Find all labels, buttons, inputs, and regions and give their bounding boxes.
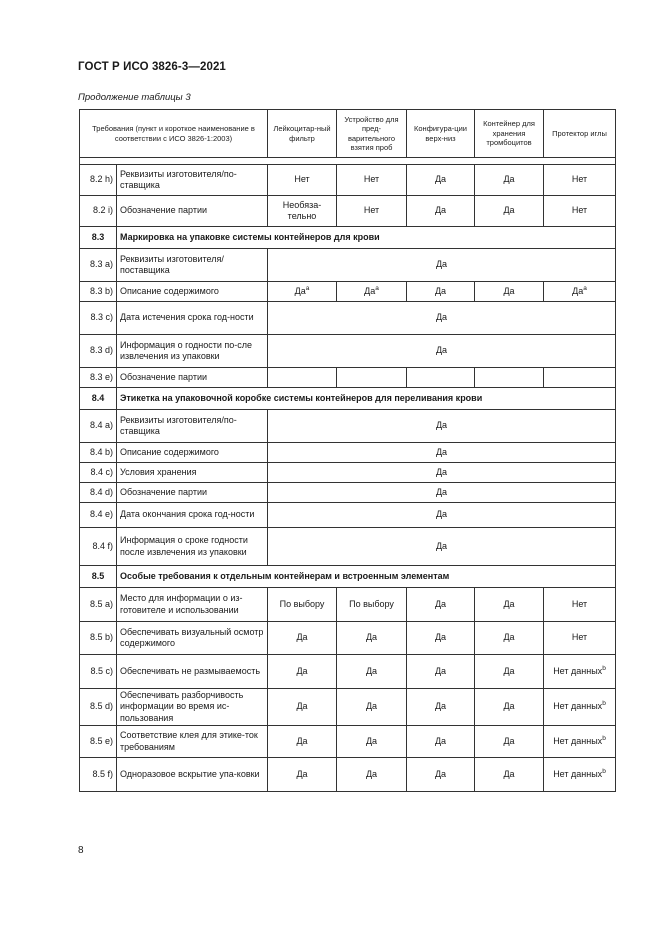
value-cell [407, 282, 475, 302]
value-cell-all-columns: Да [268, 335, 616, 368]
value-cell-all-columns: Да [268, 483, 616, 503]
value-cell [268, 282, 337, 302]
value-text: Нет [294, 174, 310, 185]
value-text: По выбору [349, 598, 394, 609]
row-number: 8.4 f) [80, 528, 117, 566]
table-row [80, 503, 616, 528]
value-text: Нет данных [553, 768, 603, 779]
row-number: 8.5 b) [80, 622, 117, 655]
value-text: Нет [571, 174, 588, 185]
row-number: 8.2 h) [80, 165, 117, 196]
col-header-platelet-container: Контейнер для хранения тромбоцитов [475, 110, 544, 158]
value-text: Да [503, 598, 515, 609]
row-number: 8.5 f) [80, 758, 117, 792]
value-cell-all-columns: Да [268, 463, 616, 483]
value-cell [337, 368, 407, 388]
requirement-cell: Описание содержимого [117, 443, 268, 463]
value-cell [544, 196, 616, 227]
value-cell [268, 588, 337, 622]
table-row [80, 302, 616, 335]
value-cell [475, 196, 544, 227]
value-text: Да [434, 598, 447, 609]
requirement-cell: Обеспечивать разборчивость информации во время ис-пользования [117, 689, 268, 726]
requirement-cell: Описание содержимого [117, 282, 268, 302]
requirement-cell: Информация о годности по-сле извлечения из упаковки [117, 335, 268, 368]
value-text: Да [296, 701, 308, 712]
table-row [80, 655, 616, 689]
requirement-cell: Обозначение партии [117, 483, 268, 503]
row-number: 8.3 e) [80, 368, 117, 388]
value-text: Нет [571, 205, 588, 216]
table-row [80, 165, 616, 196]
row-number: 8.3 d) [80, 335, 117, 368]
value-text: Да [434, 768, 447, 779]
value-cell [407, 689, 475, 726]
value-cell-all-columns: Да [268, 528, 616, 566]
row-number: 8.4 b) [80, 443, 117, 463]
requirement-cell: Обеспечивать не размываемость [117, 655, 268, 689]
row-number: 8.5 [80, 566, 117, 588]
value-text: Да [503, 701, 515, 712]
row-number: 8.3 [80, 227, 117, 249]
value-cell [268, 622, 337, 655]
section-title: Особые требования к отдельным контейнерам и встроенным элементам [117, 566, 616, 588]
value-cell [268, 196, 337, 227]
row-number: 8.5 e) [80, 726, 117, 758]
row-number: 8.4 e) [80, 503, 117, 528]
value-cell [268, 165, 337, 196]
value-cell [544, 165, 616, 196]
table-row [80, 443, 616, 463]
value-cell [337, 655, 407, 689]
row-number: 8.5 a) [80, 588, 117, 622]
value-text: Да [365, 665, 378, 676]
value-text: Нет [571, 632, 588, 643]
col-header-requirements: Требования (пункт и короткое наименование в соответствии с ИСО 3826-1:2003) [80, 110, 268, 158]
value-text: Да [296, 735, 308, 746]
value-cell [544, 758, 616, 792]
value-text: Да [572, 285, 584, 296]
value-text: Да [365, 735, 378, 746]
requirement-cell: Реквизиты изготовителя/по-ставщика [117, 410, 268, 443]
table-row [80, 528, 616, 566]
table-row [80, 689, 616, 726]
value-text: Да [365, 768, 378, 779]
requirement-cell: Обозначение партии [117, 196, 268, 227]
value-text: По выбору [279, 598, 325, 609]
value-cell [475, 655, 544, 689]
value-text: Да [503, 285, 515, 296]
value-cell-all-columns: Да [268, 249, 616, 282]
value-cell [544, 655, 616, 689]
value-cell [337, 689, 407, 726]
value-cell-all-columns: Да [268, 443, 616, 463]
value-cell [475, 368, 544, 388]
value-cell-all-columns: Да [268, 410, 616, 443]
col-header-leukocyte-filter: Лейкоцитар-ный фильтр [268, 110, 337, 158]
footnote-marker: a [305, 284, 310, 292]
value-cell [407, 655, 475, 689]
col-header-presample-device: Устройство для пред-варительного взятия проб [337, 110, 407, 158]
table-body [80, 165, 616, 792]
value-text: Да [503, 665, 515, 676]
requirement-cell: Реквизиты изготовителя/по-ставщика [117, 165, 268, 196]
value-cell [337, 726, 407, 758]
value-cell [475, 282, 544, 302]
value-text: Да [365, 701, 378, 712]
value-cell [544, 689, 616, 726]
value-cell [337, 165, 407, 196]
value-cell [337, 622, 407, 655]
value-cell [407, 165, 475, 196]
row-number: 8.4 c) [80, 463, 117, 483]
value-text: Да [503, 735, 515, 746]
value-cell [268, 689, 337, 726]
table-row [80, 726, 616, 758]
row-number: 8.3 c) [80, 302, 117, 335]
requirement-cell: Соответствие клея для этике-ток требованиям [117, 726, 268, 758]
table-row [80, 588, 616, 622]
value-cell [407, 726, 475, 758]
value-cell [337, 758, 407, 792]
table-row [80, 622, 616, 655]
page-number: 8 [78, 845, 84, 856]
value-text: Да [434, 205, 447, 216]
table-row [80, 335, 616, 368]
requirement-cell: Условия хранения [117, 463, 268, 483]
requirement-cell: Одноразовое вскрытие упа-ковки [117, 758, 268, 792]
value-cell [337, 196, 407, 227]
value-cell-all-columns: Да [268, 302, 616, 335]
table-row [80, 483, 616, 503]
table-continuation-caption: Продолжение таблицы 3 [78, 92, 191, 103]
value-cell [407, 368, 475, 388]
value-cell [544, 282, 616, 302]
requirement-cell: Обеспечивать визуальный осмотр содержимого [117, 622, 268, 655]
row-number: 8.4 [80, 388, 117, 410]
value-text: Да [503, 205, 515, 216]
value-text: Нет данных [553, 701, 603, 712]
value-text: Да [294, 285, 306, 296]
document-id: ГОСТ Р ИСО 3826-3—2021 [78, 61, 226, 73]
value-text: Нет [363, 174, 380, 185]
value-cell [544, 368, 616, 388]
footnote-marker: a [375, 284, 379, 292]
table-row [80, 758, 616, 792]
value-cell [268, 368, 337, 388]
value-text: Да [434, 701, 447, 712]
value-cell [407, 758, 475, 792]
requirement-cell: Реквизиты изготовителя/ поставщика [117, 249, 268, 282]
value-text: Да [503, 632, 515, 643]
value-cell [475, 165, 544, 196]
value-cell [268, 726, 337, 758]
requirement-cell: Информация о сроке годности после извлечения из упаковки [117, 528, 268, 566]
value-cell [407, 622, 475, 655]
value-cell [407, 196, 475, 227]
table-header-row [80, 110, 616, 158]
value-text: Да [503, 174, 515, 185]
value-cell [407, 588, 475, 622]
value-cell-all-columns: Да [268, 503, 616, 528]
value-cell [268, 758, 337, 792]
value-text: Да [296, 632, 308, 643]
requirement-cell: Дата окончания срока год-ности [117, 503, 268, 528]
value-text: Да [296, 768, 308, 779]
value-text: Нет данных [553, 735, 603, 746]
table-row [80, 196, 616, 227]
value-cell [475, 622, 544, 655]
footnote-marker: a [583, 284, 587, 292]
value-text: Да [434, 735, 447, 746]
value-cell [475, 588, 544, 622]
table-row [80, 463, 616, 483]
header-gap-row [80, 158, 616, 165]
value-cell [475, 758, 544, 792]
col-header-top-bottom: Конфигура-ции верх-низ [407, 110, 475, 158]
value-cell [475, 689, 544, 726]
table-row [80, 249, 616, 282]
footnote-marker: b [602, 767, 606, 775]
value-text: Да [296, 665, 308, 676]
row-number: 8.2 i) [80, 196, 117, 227]
col-header-needle-protector: Протектор иглы [544, 110, 616, 158]
value-text: Нет данных [553, 665, 603, 676]
value-cell [337, 282, 407, 302]
section-row [80, 388, 616, 410]
row-number: 8.4 a) [80, 410, 117, 443]
requirement-cell: Дата истечения срока год-ности [117, 302, 268, 335]
row-number: 8.3 a) [80, 249, 117, 282]
row-number: 8.4 d) [80, 483, 117, 503]
section-row [80, 227, 616, 249]
value-text: Да [364, 285, 376, 296]
value-cell [268, 655, 337, 689]
value-text: Да [365, 632, 378, 643]
value-text: Да [434, 285, 447, 296]
value-cell [544, 588, 616, 622]
value-text: Да [503, 768, 515, 779]
value-cell [337, 588, 407, 622]
table-row [80, 282, 616, 302]
value-text: Необяза-тельно [282, 199, 322, 221]
section-title: Маркировка на упаковке системы контейнеров для крови [117, 227, 616, 249]
value-text: Нет [571, 598, 588, 609]
value-text: Да [434, 632, 447, 643]
requirement-cell: Обозначение партии [117, 368, 268, 388]
value-cell [544, 726, 616, 758]
value-cell [544, 622, 616, 655]
row-number: 8.3 b) [80, 282, 117, 302]
value-text: Нет [363, 205, 380, 216]
value-text: Да [434, 665, 447, 676]
row-number: 8.5 c) [80, 655, 117, 689]
footnote-marker: b [602, 700, 606, 708]
requirements-table [79, 109, 616, 792]
requirement-cell: Место для информации о из-готовителе и использовании [117, 588, 268, 622]
section-title: Этикетка на упаковочной коробке системы контейнеров для переливания крови [117, 388, 616, 410]
row-number: 8.5 d) [80, 689, 117, 726]
footnote-marker: b [602, 734, 606, 742]
table-row [80, 410, 616, 443]
section-row [80, 566, 616, 588]
value-cell [475, 726, 544, 758]
footnote-marker: b [602, 664, 606, 672]
value-text: Да [434, 174, 447, 185]
table-row [80, 368, 616, 388]
